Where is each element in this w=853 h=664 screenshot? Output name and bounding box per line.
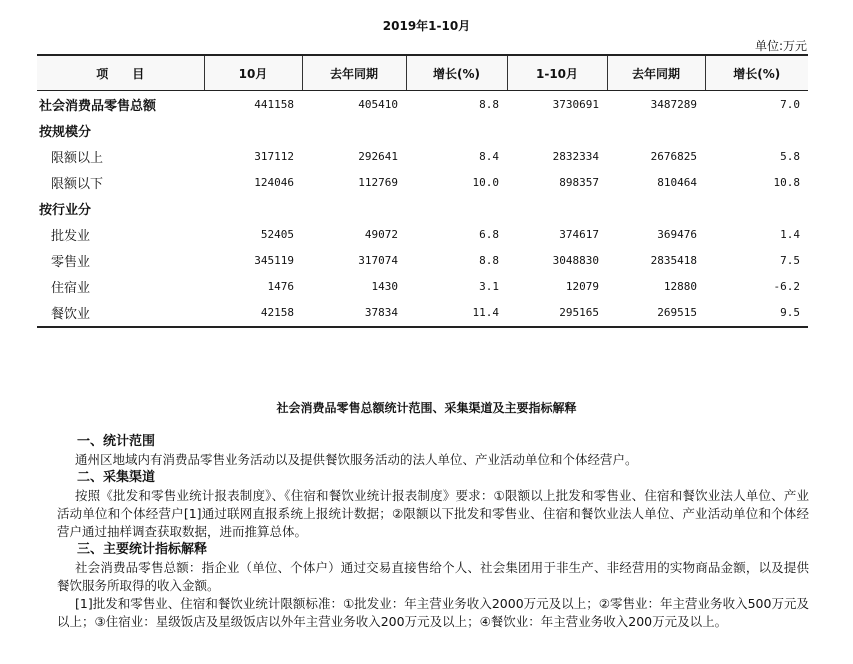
- cell-value: 269515: [607, 300, 705, 327]
- row-label: 住宿业: [51, 281, 91, 297]
- cell-value: 441158: [254, 97, 294, 111]
- table-row: [37, 91, 808, 118]
- table-header-row: [37, 55, 808, 91]
- cell-value: [507, 195, 607, 221]
- table-row: [37, 143, 808, 169]
- header-jan-oct-growth: 增长(%): [705, 55, 808, 91]
- section-text-scope: 通州区地域内有消费品零售业务活动以及提供餐饮服务活动的法人单位、产业活动单位和个体经营户。: [75, 452, 638, 467]
- cell-value: 292641: [358, 149, 398, 163]
- cell-value: 1.4: [780, 228, 800, 242]
- cell-value: [507, 117, 607, 143]
- cell-value: -6.2: [773, 280, 800, 294]
- row-label: 零售业: [51, 255, 91, 271]
- cell-value: [607, 117, 705, 143]
- cell-value: 12880: [663, 280, 697, 294]
- table-row: [37, 117, 808, 143]
- section-text-threshold: [1]批发和零售业、住宿和餐饮业统计限额标准：①批发业：年主营业务收入2000万元及以上；②零售业：年主营业务收入500万元及以上；③住宿业：星级饭店及星级饭店以外年主营业务收入200万元及以上；④餐饮业：年主营业务收入200万元及以上。: [57, 596, 809, 629]
- cell-value: 42158: [204, 300, 302, 327]
- header-item: 项 目: [37, 55, 204, 91]
- table-row: [37, 300, 808, 327]
- cell-value: [302, 195, 406, 221]
- cell-value: [406, 117, 507, 143]
- cell-value: 2832334: [552, 149, 599, 163]
- cell-value: [204, 195, 302, 221]
- cell-value: 405410: [358, 97, 398, 111]
- table-row: [37, 169, 808, 195]
- section-text-channel: 按照《批发和零售业统计报表制度》、《住宿和餐饮业统计报表制度》要求：①限额以上批发和零售业、住宿和餐饮业法人单位、产业活动单位和个体经营户[1]通过联网直报系统上报统计数据；②限额以下批发和零售业、住宿和餐饮业法人单位、产业活动单位和个体经营户通过抽样调查获取数据，进而推算总体。: [57, 488, 809, 539]
- cell-value: 7.5: [780, 254, 800, 268]
- cell-value: 1476: [267, 280, 294, 294]
- cell-value: 8.8: [479, 254, 499, 268]
- cell-value: 10.0: [472, 175, 499, 189]
- header-october-last-year: 去年同期: [302, 55, 406, 91]
- section-title-channel: 二、采集渠道: [77, 470, 156, 485]
- cell-value: 9.5: [705, 300, 808, 327]
- row-label: 按规模分: [39, 124, 92, 140]
- header-october-growth: 增长(%): [406, 55, 507, 91]
- row-label: 限额以下: [51, 176, 104, 192]
- row-label: 批发业: [51, 229, 91, 245]
- table-row: [37, 221, 808, 247]
- header-october: 10月: [204, 55, 302, 91]
- cell-value: 8.4: [479, 149, 499, 163]
- cell-value: 11.4: [406, 300, 507, 327]
- explanation-title: 社会消费品零售总额统计范围、采集渠道及主要指标解释: [276, 401, 577, 415]
- cell-value: 317112: [254, 149, 294, 163]
- cell-value: 49072: [364, 228, 398, 242]
- cell-value: 295165: [507, 300, 607, 327]
- cell-value: 374617: [559, 228, 599, 242]
- cell-value: 2835418: [650, 254, 697, 268]
- row-label: 按行业分: [39, 202, 92, 218]
- retail-sales-table: [37, 54, 808, 328]
- cell-value: 898357: [559, 175, 599, 189]
- cell-value: 810464: [657, 175, 697, 189]
- cell-value: 10.8: [773, 175, 800, 189]
- section-title-scope: 一、统计范围: [77, 434, 156, 449]
- cell-value: 3487289: [650, 97, 697, 111]
- table-row: [37, 274, 808, 300]
- cell-value: 2676825: [650, 149, 697, 163]
- cell-value: [607, 195, 705, 221]
- cell-value: 12079: [565, 280, 599, 294]
- row-label: 餐饮业: [37, 300, 204, 327]
- header-jan-oct-last-year: 去年同期: [607, 55, 705, 91]
- cell-value: 7.0: [780, 97, 800, 111]
- cell-value: 3730691: [552, 97, 599, 111]
- section-title-indicators: 三、主要统计指标解释: [77, 542, 208, 557]
- cell-value: 5.8: [780, 149, 800, 163]
- cell-value: 369476: [657, 228, 697, 242]
- cell-value: 6.8: [479, 228, 499, 242]
- cell-value: [406, 195, 507, 221]
- cell-value: 124046: [254, 175, 294, 189]
- cell-value: 3.1: [479, 280, 499, 294]
- period-title: 2019年1-10月: [382, 19, 471, 33]
- cell-value: [705, 117, 808, 143]
- explanation-body: [57, 433, 809, 631]
- cell-value: 8.8: [479, 97, 499, 111]
- table-row: [37, 248, 808, 274]
- cell-value: [302, 117, 406, 143]
- cell-value: 112769: [358, 175, 398, 189]
- cell-value: 317074: [358, 254, 398, 268]
- cell-value: 3048830: [552, 254, 599, 268]
- unit-label: 单位:万元: [754, 39, 807, 53]
- row-label: 社会消费品零售总额: [39, 98, 157, 114]
- cell-value: [204, 117, 302, 143]
- row-label: 限额以上: [51, 150, 104, 166]
- cell-value: 1430: [371, 280, 398, 294]
- section-text-definition: 社会消费品零售总额：指企业（单位、个体户）通过交易直接售给个人、社会集团用于非生产、非经营用的实物商品金额，以及提供餐饮服务所取得的收入金额。: [57, 560, 809, 593]
- cell-value: 52405: [260, 228, 294, 242]
- table-row: [37, 195, 808, 221]
- cell-value: 345119: [254, 254, 294, 268]
- cell-value: [705, 195, 808, 221]
- header-jan-oct: 1-10月: [507, 55, 607, 91]
- cell-value: 37834: [302, 300, 406, 327]
